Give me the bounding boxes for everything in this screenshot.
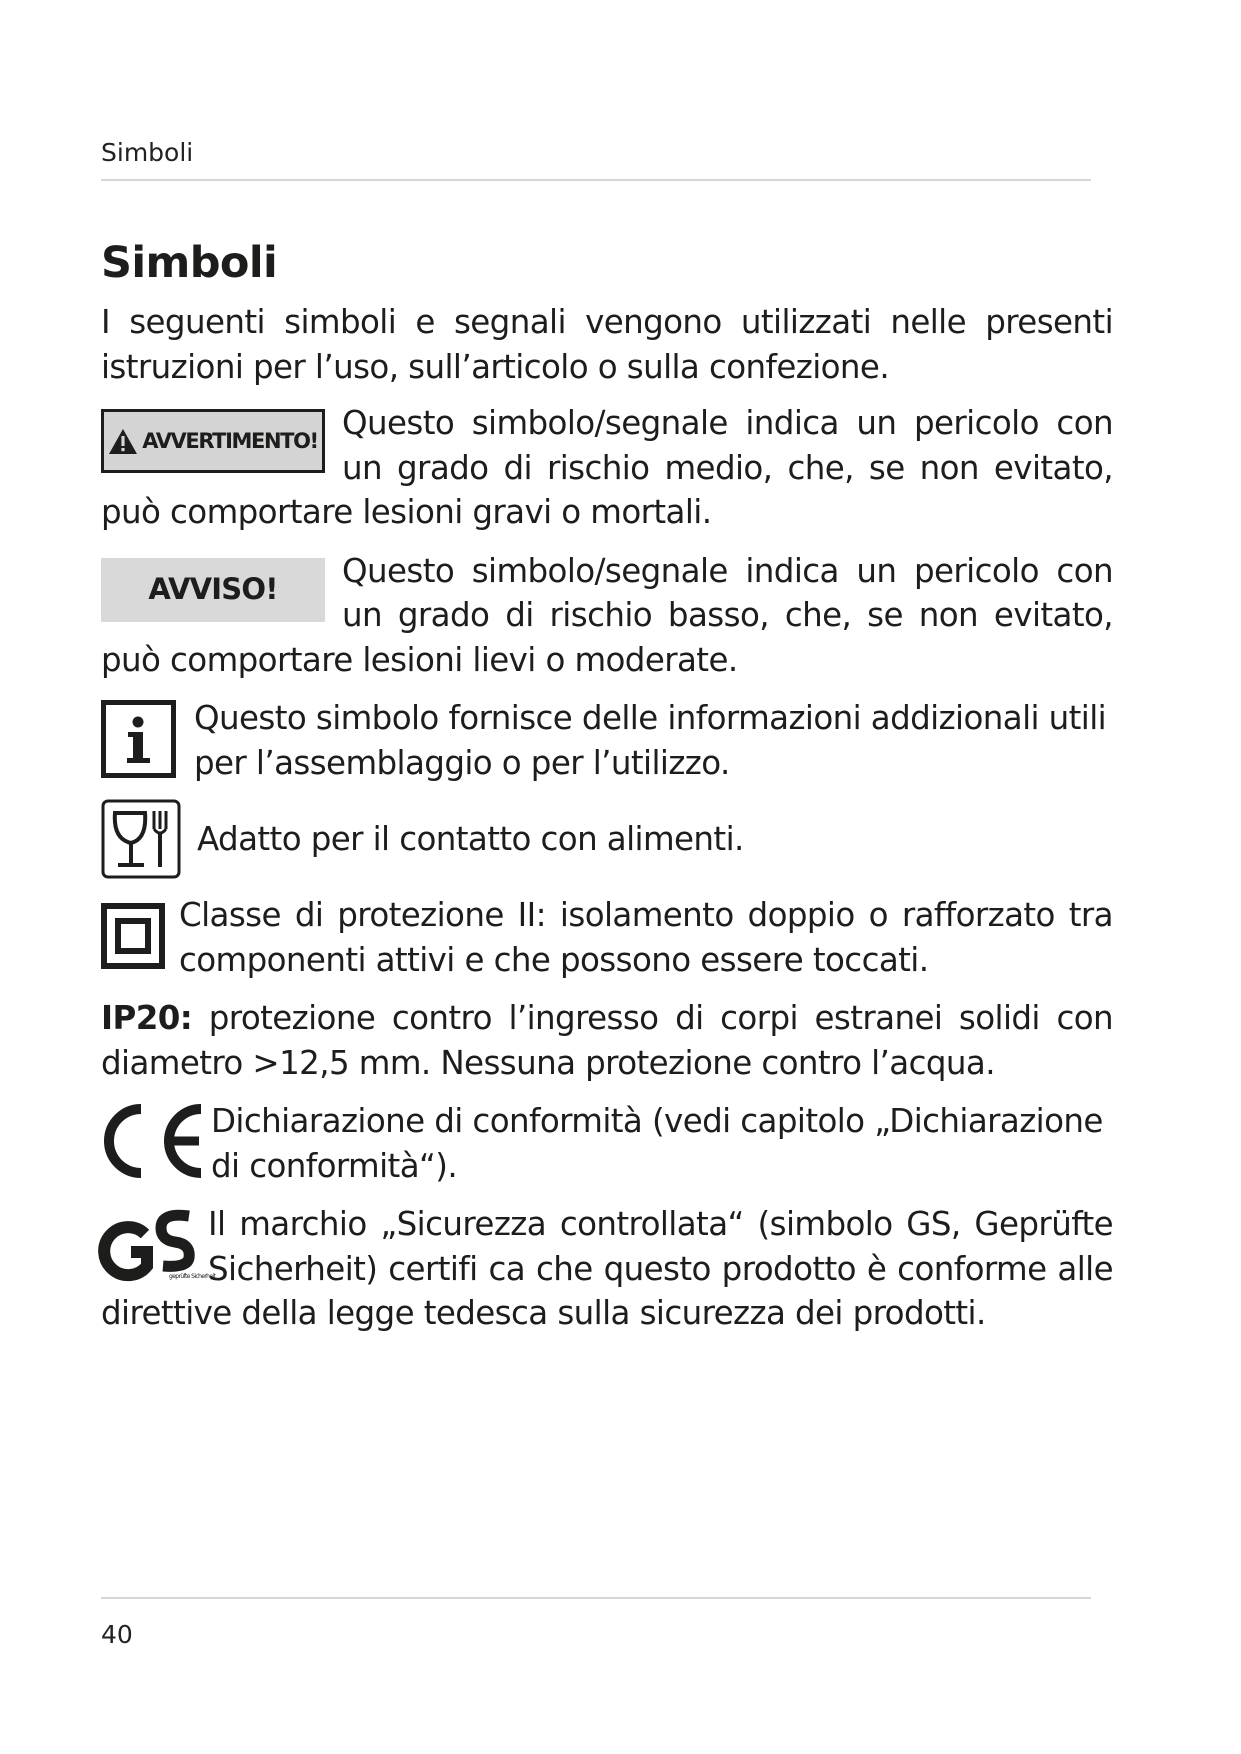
gs-text: Il marchio „Sicurezza controllata“ (simbolo GS, Geprüfte Sicherheit) certifi ca che questo prodotto è conforme alle direttive della legge tedesca sulla sicurezza dei prodotti. bbox=[101, 1205, 1113, 1332]
running-head: Simboli bbox=[101, 138, 194, 167]
ip20-text bbox=[101, 996, 1113, 1085]
notice-text: Questo simbolo/segnale indica un pericolo con un grado di rischio basso, che, se non evitato, può comportare lesioni lievi o moderate. bbox=[101, 551, 1113, 679]
food-text: Adatto per il contatto con alimenti. bbox=[197, 819, 744, 858]
header-rule bbox=[101, 179, 1091, 181]
info-icon bbox=[101, 700, 176, 778]
food-safe-icon bbox=[101, 799, 181, 879]
class2-text: Classe di protezione II: isolamento doppio o rafforzato tra componenti attivi e che possono essere toccati. bbox=[179, 896, 1113, 979]
ip20-description: protezione contro l’ingresso di corpi estranei solidi con diametro >12,5 mm. Nessuna protezione contro l’acqua. bbox=[101, 999, 1113, 1082]
gs-mark-icon bbox=[101, 1206, 216, 1288]
ce-text: Dichiarazione di conformità (vedi capitolo „Dichiarazione di conformità“). bbox=[211, 1102, 1103, 1185]
gs-caption: geprüfte Sicherheit bbox=[169, 1273, 216, 1280]
notice-badge bbox=[101, 558, 325, 622]
ip20-label: IP20: bbox=[101, 999, 193, 1037]
warning-badge bbox=[101, 409, 325, 473]
page-number: 40 bbox=[101, 1620, 133, 1649]
info-text: Questo simbolo fornisce delle informazioni addizionali utili per l’assemblaggio o per l’utilizzo. bbox=[194, 699, 1107, 782]
warning-text: Questo simbolo/segnale indica un pericolo con un grado di rischio medio, che, se non evitato, può comportare lesioni gravi o mortali. bbox=[101, 404, 1113, 531]
symbol-gs bbox=[101, 1202, 1113, 1336]
symbol-ip20 bbox=[101, 996, 1113, 1085]
symbol-info bbox=[101, 696, 1113, 785]
footer-rule bbox=[101, 1597, 1091, 1599]
protection-class-2-icon bbox=[101, 903, 165, 969]
warning-badge-label: AVVERTIMENTO! bbox=[142, 428, 318, 453]
symbol-warning bbox=[101, 401, 1113, 535]
warning-triangle-icon bbox=[108, 428, 138, 455]
symbol-ce bbox=[101, 1099, 1113, 1188]
symbol-notice bbox=[101, 549, 1113, 683]
section-title: Simboli bbox=[101, 238, 278, 288]
content bbox=[101, 236, 1113, 1350]
intro-text: I seguenti simboli e segnali vengono utilizzati nelle presenti istruzioni per l’uso, sull’articolo o sulla confezione. bbox=[101, 303, 1113, 386]
symbol-food bbox=[101, 799, 1113, 879]
symbol-class2 bbox=[101, 893, 1113, 982]
notice-badge-label: AVVISO! bbox=[148, 572, 278, 607]
ce-mark-icon bbox=[101, 1101, 205, 1181]
